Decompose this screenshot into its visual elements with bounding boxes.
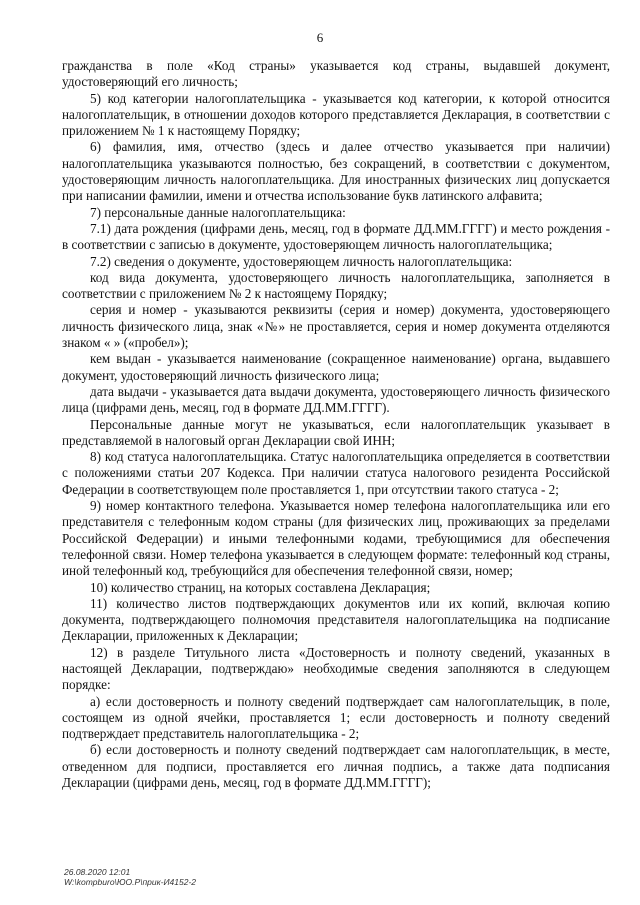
paragraph: 5) код категории налогоплательщика - указывается код категории, к которой относится налогоплательщик, в отношении доходов которого представляется Декларация, в соответствии с приложением № 1 к настоящему Порядку; [62, 90, 610, 139]
paragraph: кем выдан - указывается наименование (сокращенное наименование) органа, выдавшего документ, удостоверяющий личность физического лица; [62, 351, 610, 383]
paragraph: серия и номер - указываются реквизиты (серия и номер) документа, удостоверяющего личность физического лица, знак «№» не проставляется, серия и номер документа отделяются знаком « » («пробел»); [62, 302, 610, 351]
paragraph: а) если достоверность и полноту сведений подтверждает сам налогоплательщик, в поле, состоящем из одной ячейки, проставляется 1; если достоверность и полноту сведений подтверждает представитель налогоплательщика - 2; [62, 693, 610, 742]
footer-file-path: W:\kompburo\ЮО.Р\прик-И4152-2 [64, 877, 197, 887]
paragraph: 7.1) дата рождения (цифрами день, месяц, год в формате ДД.ММ.ГГГГ) и место рождения - в соответствии с записью в документе, удостоверяющем личность налогоплательщика; [62, 220, 610, 253]
paragraph: б) если достоверность и полноту сведений подтверждает сам налогоплательщик, в месте, отведенном для подписи, проставляется его личная подпись, а также дата подписания Декларации (цифрами день, месяц, год в формате ДД.ММ.ГГГГ); [62, 742, 610, 791]
page-number: 6 [316, 30, 324, 45]
paragraph: дата выдачи - указывается дата выдачи документа, удостоверяющего личность физического лица (цифрами день, месяц, год в формате ДД.ММ.ГГГГ). [62, 383, 610, 416]
paragraph: 12) в разделе Титульного листа «Достоверность и полноту сведений, указанных в настоящей Декларации, подтверждаю» необходимые сведения заполняются в следующем порядке: [62, 644, 610, 693]
document-footer [64, 867, 196, 887]
paragraph: 7) персональные данные налогоплательщика: [90, 204, 346, 220]
footer-timestamp: 26.08.2020 12:01 [64, 867, 131, 877]
paragraph: гражданства в поле «Код страны» указывается код страны, выдавшей документ, удостоверяющий его личность; [62, 58, 610, 90]
paragraph: 11) количество листов подтверждающих документов или их копий, включая копию документа, подтверждающего полномочия представителя налогоплательщика на подписание Декларации, приложенных к Декларации; [62, 595, 610, 644]
paragraph: 10) количество страниц, на которых составлена Декларация; [90, 579, 431, 595]
paragraph: код вида документа, удостоверяющего личность налогоплательщика, заполняется в соответствии с приложением № 2 к настоящему Порядку; [62, 269, 610, 302]
paragraph: 8) код статуса налогоплательщика. Статус налогоплательщика определяется в соответствии с положениями статьи 207 Кодекса. При наличии статуса налогового резидента Российской Федерации в соответствующем поле проставляется 1, при отсутствии такого статуса - 2; [62, 449, 610, 497]
paragraph: 7.2) сведения о документе, удостоверяющем личность налогоплательщика: [90, 253, 513, 269]
paragraph: 9) номер контактного телефона. Указывается номер телефона налогоплательщика или его представителя с телефонным кодом страны (для физических лиц, проживающих за пределами Российской Федерации) и иными телефонными кодами, требующимися для обеспечения телефонной связи. Номер телефона указывается в следующем формате: телефонный код страны, иной телефонный код, требующийся для обеспечения телефонной связи, номер; [62, 498, 610, 579]
document-body [62, 58, 610, 791]
paragraph: 6) фамилия, имя, отчество (здесь и далее отчество указывается при наличии) налогоплательщика указываются полностью, без сокращений, в соответствии с документом, удостоверяющим личность налогоплательщика. Для иностранных физических лиц допускается при написании фамилии, имени и отчества использование букв латинского алфавита; [62, 139, 610, 204]
paragraph: Персональные данные могут не указываться, если налогоплательщик указывает в представляемой в налоговый орган Декларации свой ИНН; [62, 416, 610, 448]
